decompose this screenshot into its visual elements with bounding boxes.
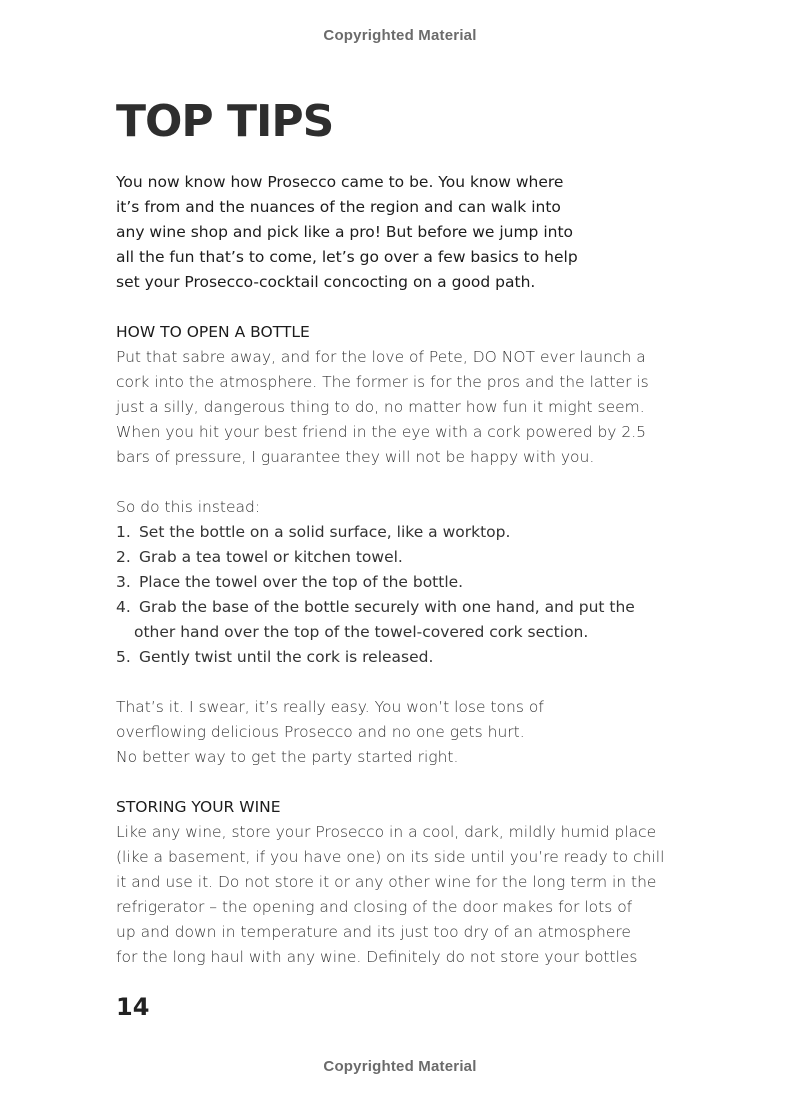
step-number: 4. [116, 598, 131, 616]
page-body [116, 170, 676, 970]
copyright-watermark-bottom: Copyrighted Material [323, 1058, 477, 1075]
paragraph-line: just a silly, dangerous thing to do, no matter how fun it might seem. [116, 398, 645, 416]
step-text: Place the towel over the top of the bottle. [138, 573, 464, 591]
paragraph-line: Like any wine, store your Prosecco in a cool, dark, mildly humid place [116, 823, 657, 841]
step-text: Grab a tea towel or kitchen towel. [138, 548, 403, 566]
page-number: 14 [116, 993, 150, 1021]
storing-paragraph [116, 820, 676, 970]
section-heading-storing: STORING YOUR WINE [116, 798, 281, 816]
paragraph-line: That’s it. I swear, it’s really easy. You won’t lose tons of [116, 698, 544, 716]
list-item [116, 570, 676, 595]
paragraph-line: for the long haul with any wine. Definitely do not store your bottles [116, 948, 638, 966]
paragraph-line: bars of pressure, I guarantee they will not be happy with you. [116, 448, 595, 466]
step-text: Gently twist until the cork is released. [138, 648, 434, 666]
paragraph-line: it and use it. Do not store it or any other wine for the long term in the [116, 873, 657, 891]
paragraph-line: No better way to get the party started right. [116, 748, 459, 766]
intro-line: You now know how Prosecco came to be. You know where [116, 173, 564, 191]
paragraph-line: Put that sabre away, and for the love of Pete, DO NOT ever launch a [116, 348, 646, 366]
section-heading-open-bottle: HOW TO OPEN A BOTTLE [116, 323, 310, 341]
outro-paragraph [116, 695, 676, 770]
copyright-watermark-top: Copyrighted Material [323, 27, 477, 44]
step-text-continued: other hand over the top of the towel-covered cork section. [134, 623, 589, 641]
paragraph-line: cork into the atmosphere. The former is for the pros and the latter is [116, 373, 649, 391]
open-bottle-paragraph [116, 345, 676, 470]
paragraph-line: overflowing delicious Prosecco and no one gets hurt. [116, 723, 525, 741]
intro-line: it’s from and the nuances of the region and can walk into [116, 198, 561, 216]
list-item [116, 645, 676, 670]
intro-paragraph [116, 170, 606, 295]
intro-line: any wine shop and pick like a pro! But before we jump into [116, 223, 574, 241]
step-text: Grab the base of the bottle securely with one hand, and put the [138, 598, 635, 616]
step-number: 2. [116, 548, 131, 566]
paragraph-line: When you hit your best friend in the eye with a cork powered by 2.5 [116, 423, 647, 441]
step-text: Set the bottle on a solid surface, like a worktop. [138, 523, 511, 541]
page-title: TOP TIPS [116, 96, 334, 147]
step-number: 3. [116, 573, 131, 591]
steps-list [116, 520, 676, 670]
step-number: 5. [116, 648, 131, 666]
paragraph-line: up and down in temperature and its just too dry of an atmosphere [116, 923, 631, 941]
paragraph-line: refrigerator – the opening and closing of the door makes for lots of [116, 898, 633, 916]
list-item [116, 595, 676, 645]
list-item [116, 520, 676, 545]
step-number: 1. [116, 523, 131, 541]
intro-line: all the fun that’s to come, let’s go over a few basics to help [116, 248, 578, 266]
steps-intro: So do this instead: [116, 498, 261, 516]
intro-line: set your Prosecco-cocktail concocting on a good path. [116, 273, 536, 291]
list-item [116, 545, 676, 570]
paragraph-line: (like a basement, if you have one) on its side until you’re ready to chill [116, 848, 665, 866]
